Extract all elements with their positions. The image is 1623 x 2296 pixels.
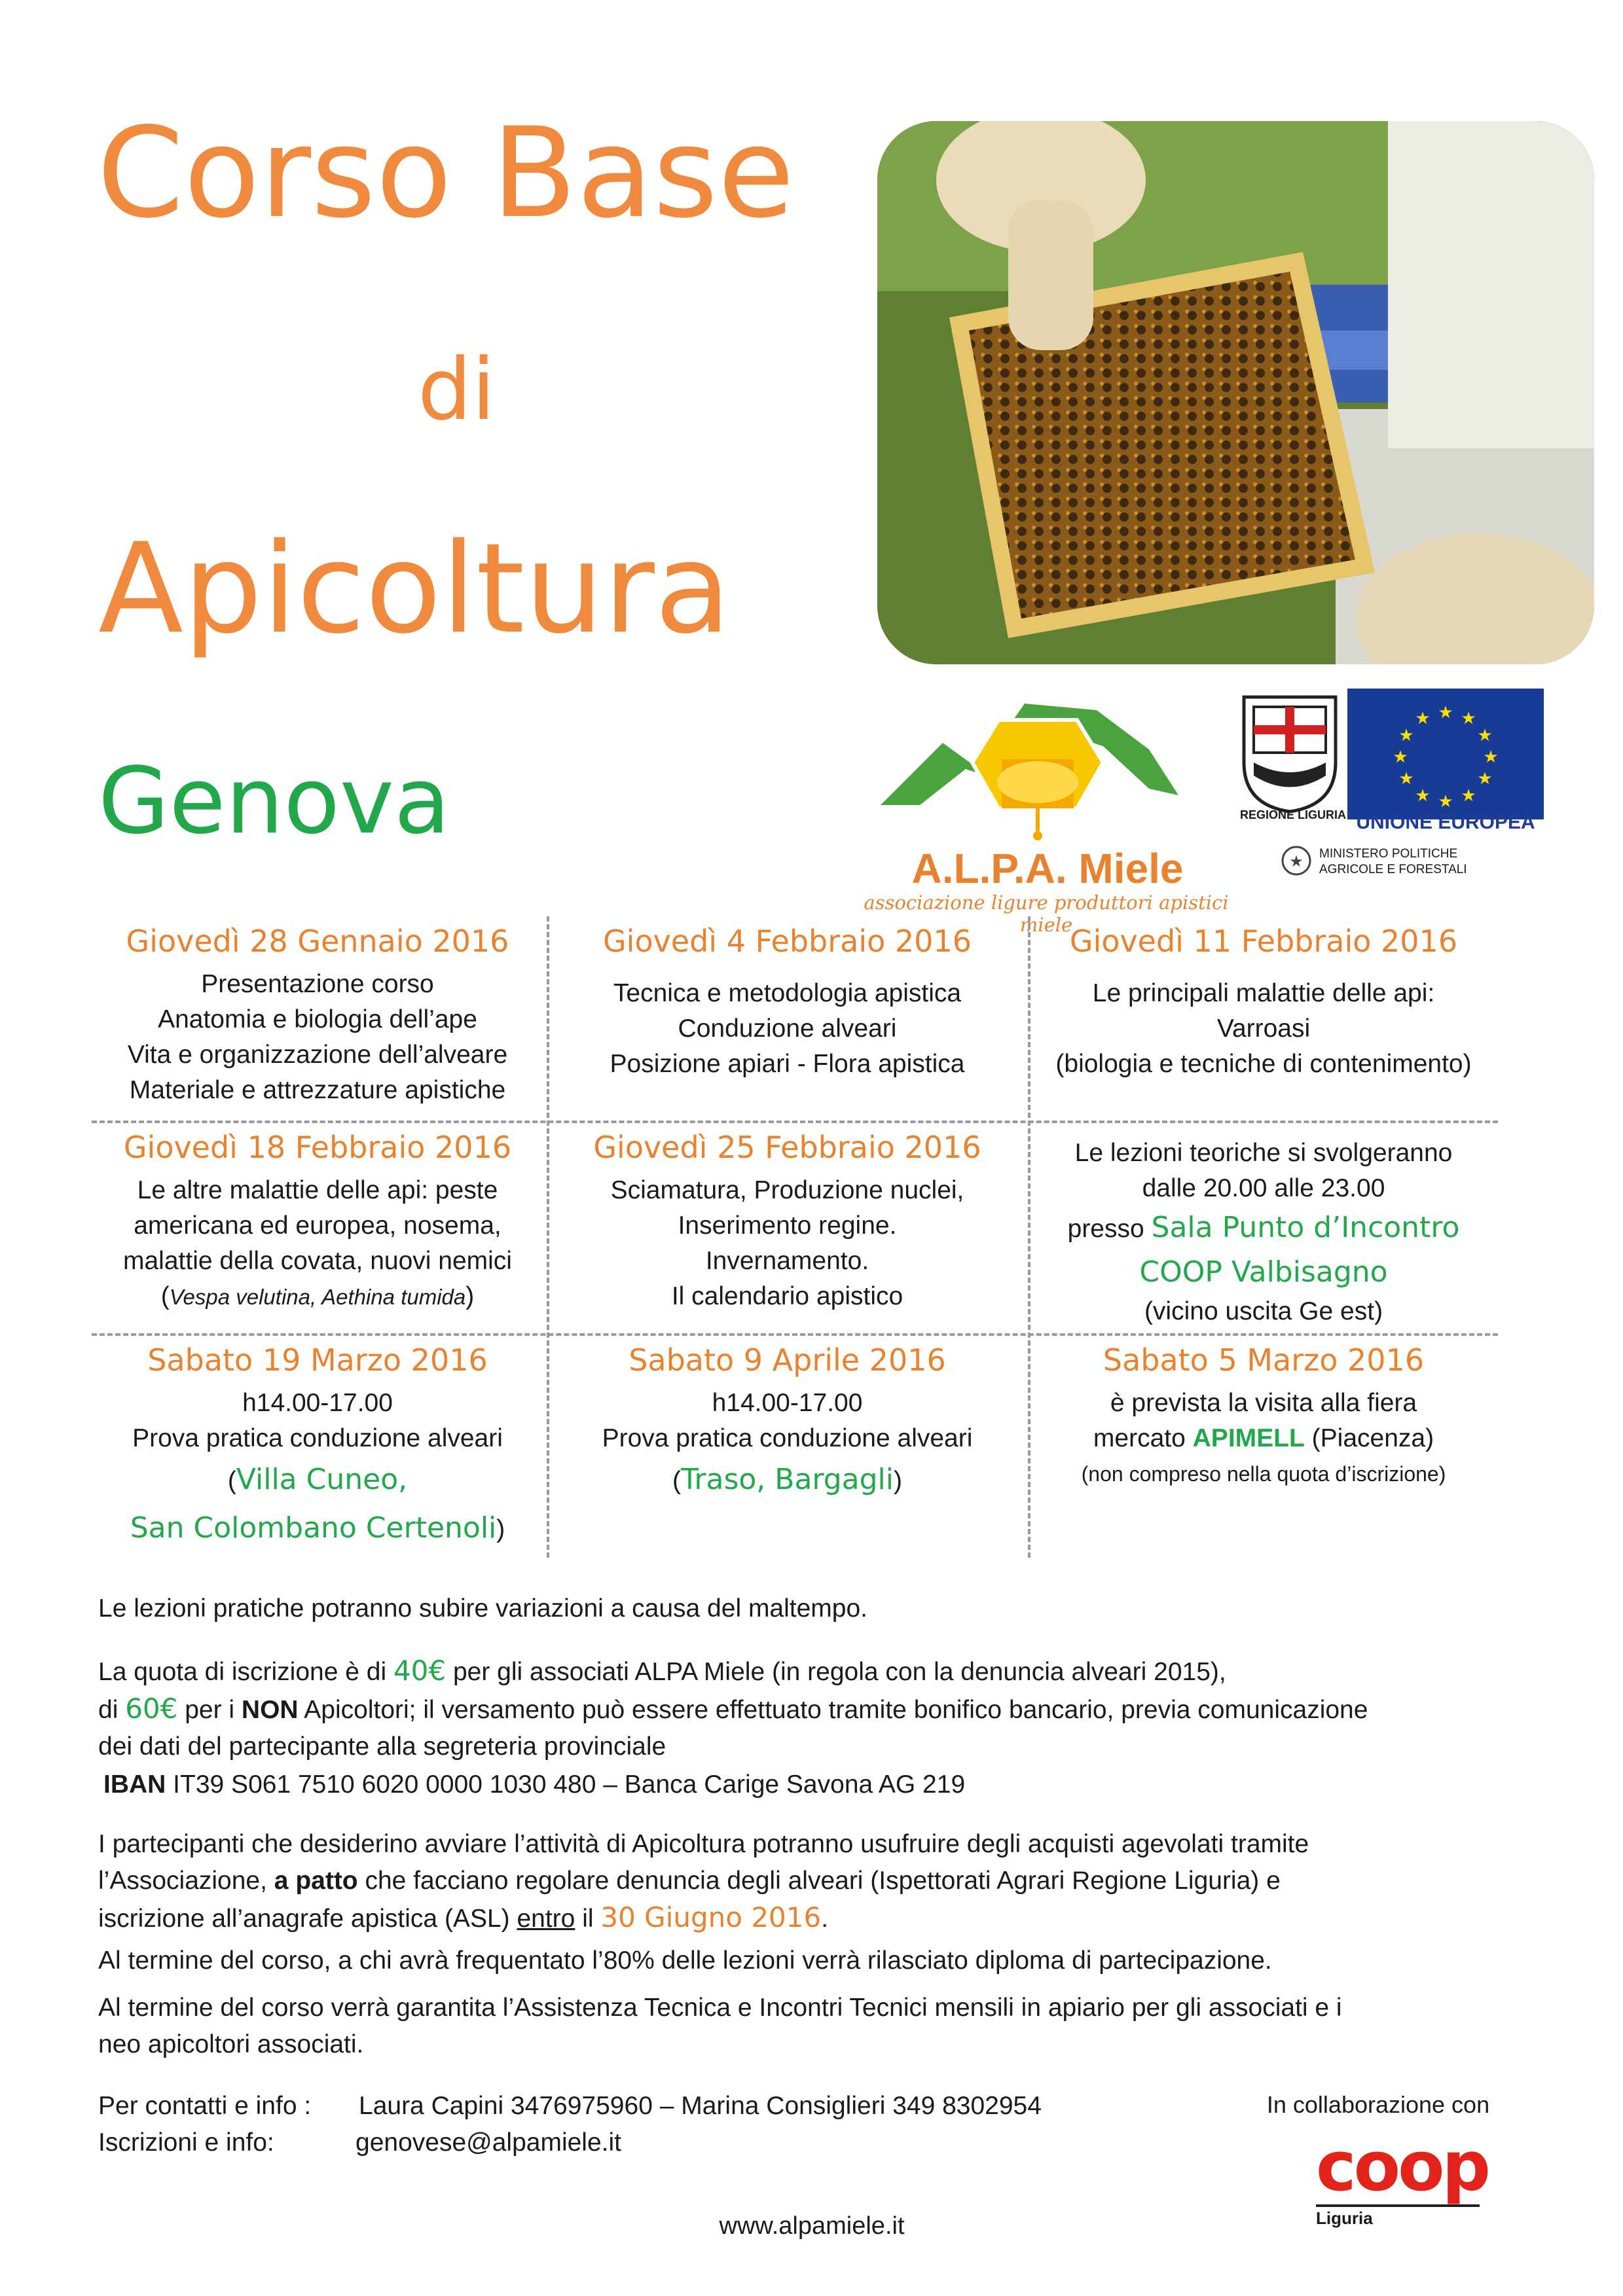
paragraph-fee-line-1: La quota di iscrizione è di 40€ per gli associati ALPA Miele (in regola con la denuncia alveari 2015), xyxy=(98,1655,1226,1687)
city-title: Genova xyxy=(98,748,450,855)
lesson-date: Sabato 19 Marzo 2016 xyxy=(147,1342,488,1378)
ministero-emblem-icon xyxy=(1280,844,1313,877)
beekeeping-photo xyxy=(877,121,1594,664)
eu-flag xyxy=(1347,689,1544,819)
location-info-time: dalle 20.00 alle 23.00 xyxy=(1142,1174,1385,1202)
grid-divider-h2 xyxy=(92,1333,1498,1336)
alpa-subtitle: associazione ligure produttori apistici miele xyxy=(864,891,1229,936)
paragraph-purchases-line-2: l’Associazione, a patto che facciano regolare denuncia degli alveari (Ispettorati Agrari Regione Liguria) e xyxy=(98,1867,1281,1895)
schedule-cell-19-marzo xyxy=(92,1338,543,1553)
collaboration-label: In collaborazione con xyxy=(1266,2091,1490,2118)
paragraph-purchases-line-3: iscrizione all’anagrafe apistica (ASL) entro il 30 Giugno 2016. xyxy=(98,1901,829,1933)
lesson-topic: Posizione apiari - Flora apistica xyxy=(610,1050,965,1078)
contact-phones: Laura Capini 3476975960 – Marina Consiglieri 349 8302954 xyxy=(359,2092,1042,2120)
coop-region: Liguria xyxy=(1316,2208,1373,2228)
paragraph-assistance-line-2: neo apicoltori associati. xyxy=(98,2030,364,2058)
svg-text:★: ★ xyxy=(1461,786,1476,806)
schedule-cell-25-febbraio xyxy=(550,1126,1025,1314)
lesson-time: h14.00-17.00 xyxy=(712,1389,863,1417)
grid-divider-v1 xyxy=(547,916,549,1558)
lesson-topic: malattie della covata, nuovi nemici xyxy=(123,1247,512,1275)
paragraph-purchases-line-1: I partecipanti che desiderino avviare l’attività di Apicoltura potranno usufruire degli acquisti agevolati tramite xyxy=(98,1830,1309,1858)
title-line-2: di xyxy=(418,340,496,439)
schedule-cell-5-marzo xyxy=(1031,1338,1496,1492)
lesson-topic: Presentazione corso xyxy=(201,970,434,998)
lesson-date: Giovedì 11 Febbraio 2016 xyxy=(1069,924,1458,959)
lesson-place-2: San Colombano Certenoli) xyxy=(130,1511,505,1545)
lesson-date: Giovedì 18 Febbraio 2016 xyxy=(123,1130,512,1165)
lesson-topic: Sciamatura, Produzione nuclei, xyxy=(610,1176,964,1204)
svg-text:★: ★ xyxy=(1398,769,1414,789)
eu-label: UNIONE EUROPEA xyxy=(1356,812,1535,833)
lesson-topic: Anatomia e biologia dell’ape xyxy=(158,1005,477,1033)
svg-text:★: ★ xyxy=(1438,703,1453,723)
lesson-topic: Il calendario apistico xyxy=(671,1282,903,1310)
lesson-topic: Materiale e attrezzature apistiche xyxy=(129,1076,506,1104)
paragraph-fee-line-2: di 60€ per i NON Apicoltori; il versamento può essere effettuato tramite bonifico bancario, previa comunicazione xyxy=(98,1693,1368,1725)
paragraph-fee-line-3: dei dati del partecipante alla segreteria provinciale xyxy=(98,1732,666,1761)
lesson-topic: Le altre malattie delle api: peste xyxy=(137,1176,498,1204)
lesson-date: Sabato 9 Aprile 2016 xyxy=(629,1342,946,1378)
lesson-topic: Vita e organizzazione dell’alveare xyxy=(127,1041,508,1069)
lesson-topic: Varroasi xyxy=(1216,1014,1311,1043)
coop-wordmark: coop xyxy=(1316,2126,1488,2206)
title-line-1: Corso Base xyxy=(97,101,795,245)
paragraph-weather: Le lezioni pratiche potranno subire variazioni a causa del maltempo. xyxy=(98,1594,868,1623)
contact-label: Per contatti e info : xyxy=(98,2092,312,2120)
lesson-date: Sabato 5 Marzo 2016 xyxy=(1103,1342,1425,1378)
lesson-topic: Tecnica e metodologia apistica xyxy=(613,979,962,1007)
lesson-topic: (biologia e tecniche di contenimento) xyxy=(1055,1050,1472,1078)
schedule-cell-9-aprile xyxy=(550,1338,1025,1505)
grid-divider-h1 xyxy=(92,1121,1498,1123)
schedule-cell-location-info xyxy=(1031,1136,1496,1329)
schedule-cell-11-febbraio xyxy=(1031,920,1496,1082)
website-link[interactable]: www.alpamiele.it xyxy=(719,2212,905,2240)
schedule-cell-18-febbraio xyxy=(92,1126,543,1315)
svg-text:★: ★ xyxy=(1477,726,1493,745)
ministero-line-1: MINISTERO POLITICHE xyxy=(1319,847,1458,861)
lesson-topic: Invernamento. xyxy=(705,1247,869,1275)
lesson-date: Giovedì 28 Gennaio 2016 xyxy=(126,924,509,959)
title-line-3: Apicoltura xyxy=(98,516,731,661)
grid-divider-v2 xyxy=(1028,916,1030,1558)
lesson-topic: Conduzione alveari xyxy=(678,1014,897,1043)
svg-text:★: ★ xyxy=(1483,747,1499,767)
lesson-topic: Inserimento regine. xyxy=(678,1211,897,1240)
svg-text:★: ★ xyxy=(1415,786,1431,806)
location-info-venue: presso Sala Punto d’Incontro xyxy=(1067,1211,1460,1244)
svg-text:★: ★ xyxy=(1415,709,1431,728)
location-info-note: (vicino uscita Ge est) xyxy=(1144,1297,1383,1325)
coop-liguria-logo xyxy=(1316,2126,1488,2232)
lesson-place: (Traso, Bargagli) xyxy=(672,1463,902,1496)
lesson-place: (Villa Cuneo, xyxy=(227,1463,408,1496)
lesson-topic: Le principali malattie delle api: xyxy=(1092,979,1435,1007)
schedule-cell-4-febbraio xyxy=(550,920,1025,1082)
lesson-date: Giovedì 4 Febbraio 2016 xyxy=(603,924,972,959)
signup-email-link[interactable]: genovese@alpamiele.it xyxy=(356,2128,621,2157)
visit-event: mercato APIMELL (Piacenza) xyxy=(1093,1424,1434,1452)
regione-liguria-label: REGIONE LIGURIA xyxy=(1239,808,1346,821)
svg-text:★: ★ xyxy=(1461,709,1476,728)
svg-text:★: ★ xyxy=(1398,726,1414,745)
regione-liguria-crest xyxy=(1234,691,1345,815)
ministero-line-2: AGRICOLE E FORESTALI xyxy=(1319,863,1467,876)
lesson-topic-species: (Vespa velutina, Aethina tumida) xyxy=(160,1282,475,1310)
svg-text:★: ★ xyxy=(1477,769,1493,789)
lesson-topic: Prova pratica conduzione alveari xyxy=(132,1424,503,1452)
svg-text:★: ★ xyxy=(1393,747,1408,767)
visit-info: è prevista la visita alla fiera xyxy=(1110,1389,1417,1417)
location-info-line: Le lezioni teoriche si svolgeranno xyxy=(1074,1139,1453,1167)
signup-label: Iscrizioni e info: xyxy=(98,2128,274,2157)
alpa-name: A.L.P.A. Miele xyxy=(911,845,1184,892)
lesson-topic: americana ed europea, nosema, xyxy=(134,1211,501,1240)
paragraph-diploma: Al termine del corso, a chi avrà frequentato l’80% delle lezioni verrà rilasciato diploma di partecipazione. xyxy=(98,1946,1272,1975)
lesson-topic: Prova pratica conduzione alveari xyxy=(602,1424,973,1452)
svg-text:★: ★ xyxy=(1289,852,1304,870)
visit-note: (non compreso nella quota d’iscrizione) xyxy=(1081,1462,1446,1486)
schedule-cell-28-gennaio xyxy=(92,920,543,1108)
lesson-date: Giovedì 25 Febbraio 2016 xyxy=(593,1130,981,1165)
paragraph-assistance-line-1: Al termine del corso verrà garantita l’Assistenza Tecnica e Incontri Tecnici mensili in apiario per gli associati e i xyxy=(98,1994,1342,2022)
iban-line: IBAN IT39 S061 7510 6020 0000 1030 480 – Banca Carige Savona AG 219 xyxy=(103,1770,966,1799)
lesson-time: h14.00-17.00 xyxy=(242,1389,393,1417)
location-info-venue-2: COOP Valbisagno xyxy=(1139,1255,1388,1289)
svg-text:★: ★ xyxy=(1438,792,1453,812)
ministero-label xyxy=(1319,846,1503,878)
